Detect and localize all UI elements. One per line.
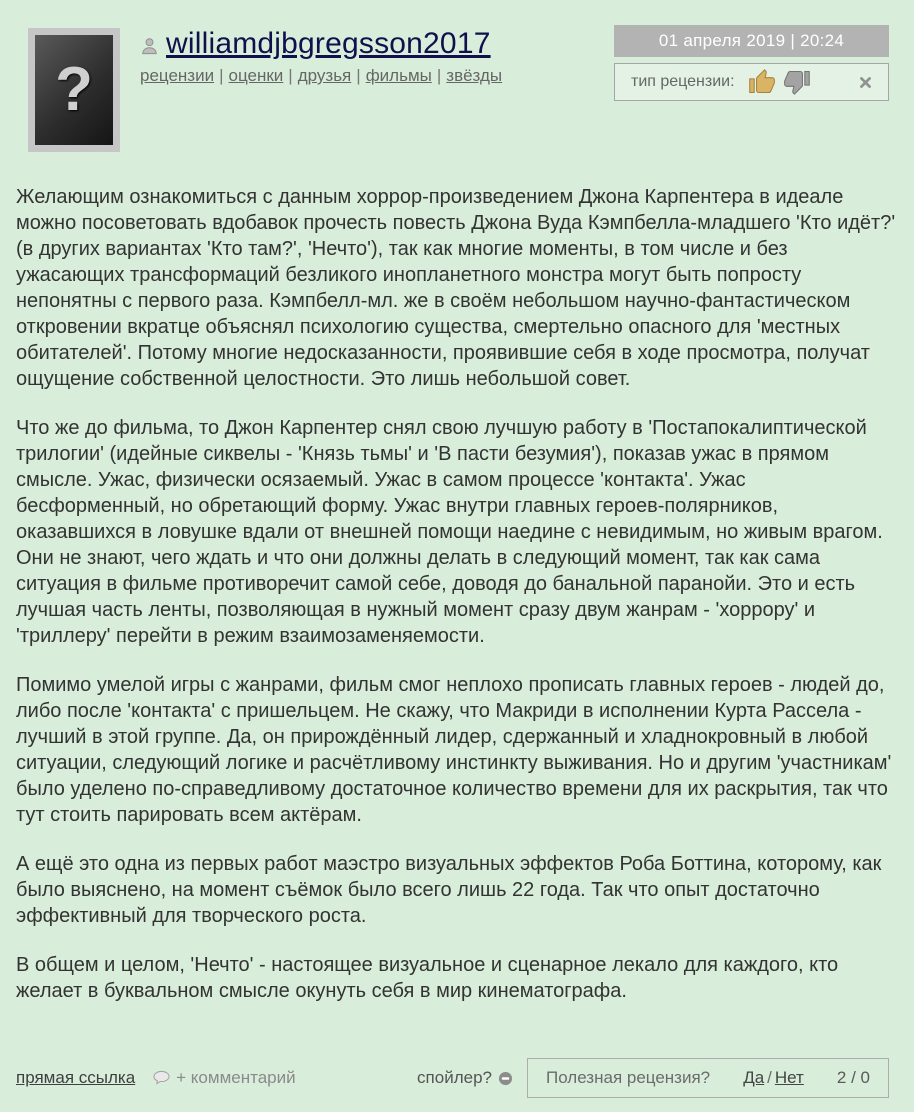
nav-separator: | — [436, 66, 442, 85]
review-footer — [16, 1058, 889, 1098]
vote-separator: / — [767, 1068, 772, 1087]
review-paragraph: А ещё это одна из первых работ маэстро визуальных эффектов Роба Боттина, которому, как было выяснено, на момент съёмок было всего лишь 22 года. Так что опыт достаточно эффективный для творческого роста. — [16, 853, 882, 927]
review-paragraph: Помимо умелой игры с жанрами, фильм смог неплохо прописать главных героев - людей до, либо после 'контакта' с пришельцем. Не скажу, что Макриди в исполнении Курта Рассела - лучший в этой группе. Да, он прирождённый лидер, сдержанный и хладнокровный в любой ситуации, следующий логике и расчётливому инстинкту выживания. Но и другим 'участникам' было уделено по-справедливому достаточное количество времени для их раскрытия, так что тут стоить парировать всем актёрам. — [16, 674, 892, 826]
review-paragraph: Желающим ознакомиться с данным хоррор-произведением Джона Карпентера в идеале можно посоветовать вдобавок прочесть повесть Джона Вуда Кэмпбелла-младшего 'Кто идёт?' (в других вариантах 'Кто там?', 'Нечто'), так как многие моменты, в том числе и без ужасающих трансформаций безликого инопланетного монстра могут быть попросту непонятны с первого раза. Кэмпбелл-мл. же в своём небольшом научно-фантастическом откровении вкратце объяснял психологию существа, смертельно опасного для 'местных обитателей'. Потому многие недосказанности, проявившие себя в ходе просмотра, получат ощущение собственной целостности. Это лишь небольшой совет. — [16, 186, 896, 390]
review-text — [16, 184, 896, 1004]
nav-separator: | — [288, 66, 293, 85]
nav-friends-link[interactable]: друзья — [297, 66, 352, 85]
vote-box — [527, 1058, 889, 1098]
nav-reviews-link[interactable]: рецензии — [140, 66, 215, 85]
nav-ratings-link[interactable]: оценки — [228, 66, 284, 85]
user-line — [140, 27, 502, 61]
user-block — [140, 27, 502, 86]
close-icon[interactable] — [859, 76, 872, 89]
nav-films-link[interactable]: фильмы — [365, 66, 432, 85]
avatar-placeholder: ? — [55, 55, 93, 124]
vote-count: 2 / 0 — [836, 1068, 870, 1087]
review-paragraph: В общем и целом, 'Нечто' - настоящее визуальное и сценарное лекало для каждого, кто желает в буквальном смысле окунуть себя в мир кинематографа. — [16, 954, 839, 1002]
username-link[interactable]: williamdjbgregsson2017 — [166, 27, 491, 60]
user-nav — [140, 66, 502, 86]
comment-bubble-icon[interactable] — [153, 1070, 170, 1086]
useful-question: Полезная рецензия? — [546, 1068, 711, 1087]
nav-separator: | — [356, 66, 361, 85]
nav-stars-link[interactable]: звёзды — [446, 66, 503, 85]
review-paragraph: Что же до фильма, то Джон Карпентер снял свою лучшую работу в 'Постапокалиптической трилогии' (идейные сиквелы - 'Князь тьмы' и 'В пасти безумия'), показав ужас в прямом смысле. Ужас, физически осязаемый. Ужас в самом процессе 'контакта'. Ужас бесформенный, но обретающий форму. Ужас внутри главных героев-полярников, оказавшихся в ловушке вдали от внешней помощи наедине с невидимым, но живым врагом. Они не знают, чего ждать и что они должны делать в следующий момент, так как сама ситуация в фильме противоречит самой себе, доводя до банальной паранойи. Это и есть лучшая часть ленты, позволяющая в нужный момент сразу двум жанрам - 'хоррору' и 'триллеру' перейти в режим взаимозаменяемости. — [16, 417, 883, 647]
thumbs-down-icon[interactable] — [783, 68, 811, 96]
vote-no-link[interactable]: Нет — [774, 1068, 804, 1087]
direct-link[interactable]: прямая ссылка — [16, 1068, 136, 1087]
review-type-box — [614, 63, 889, 101]
review-header — [0, 0, 914, 152]
spoiler-label: спойлер? — [417, 1068, 492, 1087]
thumbs-up-icon[interactable] — [748, 68, 776, 96]
header-right — [614, 25, 889, 101]
avatar[interactable] — [28, 28, 120, 152]
vote-yes-no — [743, 1068, 804, 1088]
add-comment-link[interactable]: + комментарий — [176, 1068, 296, 1087]
person-icon — [140, 37, 159, 56]
review-date: 01 апреля 2019 | 20:24 — [614, 25, 889, 57]
spoiler-icon[interactable] — [498, 1071, 513, 1086]
review-type-label: тип рецензии: — [631, 73, 735, 90]
nav-separator: | — [219, 66, 224, 85]
vote-yes-link[interactable]: Да — [743, 1068, 765, 1087]
